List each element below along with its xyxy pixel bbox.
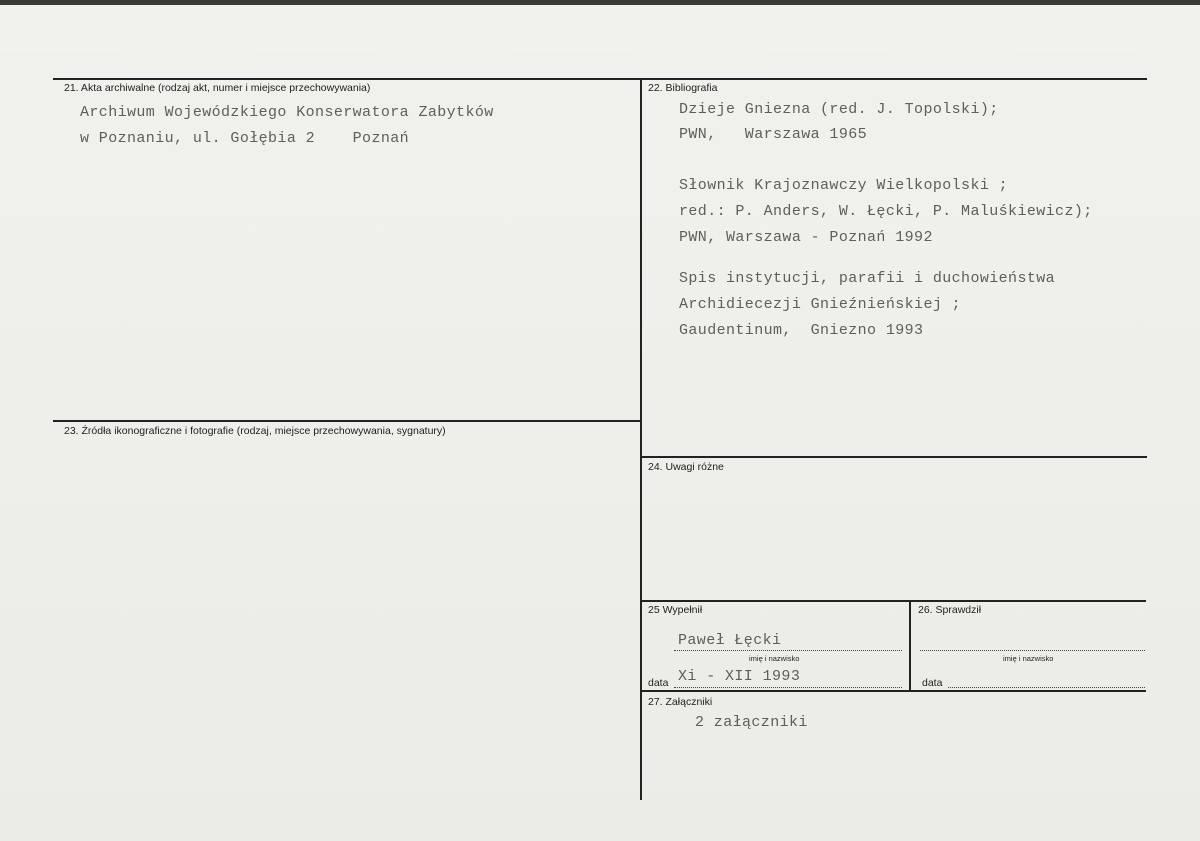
section-23-label: 23. Źródła ikonograficzne i fotografie (rodzaj, miejsce przechowywania, sygnatury) [64,425,446,437]
center-divider-line [640,78,642,800]
bibliography-line-7: Archidiecezji Gnieźnieńskiej ; [679,296,962,313]
right-remarks-line [641,456,1147,458]
top-border-line [53,78,1147,80]
bibliography-line-8: Gaudentinum, Gniezno 1993 [679,322,924,339]
right-signature-line [641,600,1146,602]
filled-by-name-caption: imię i nazwisko [749,654,800,663]
section-27-label: 27. Załączniki [648,696,713,708]
section-21-label: 21. Akta archiwalne (rodzaj akt, numer i miejsce przechowywania) [64,82,371,94]
bibliography-line-1: Dzieje Gniezna (red. J. Topolski); [679,101,999,118]
right-attachments-line [641,690,1146,692]
filled-by-date: Xi - XII 1993 [678,668,801,685]
bibliography-line-6: Spis instytucji, parafii i duchowieństwa [679,270,1056,287]
left-mid-line [53,420,641,422]
bibliography-line-2: PWN, Warszawa 1965 [679,126,868,143]
section-24-label: 24. Uwagi różne [648,461,724,473]
filled-by-name: Paweł Łęcki [678,632,782,649]
filled-by-name-dotted-line [674,650,902,651]
section-22-label: 22. Bibliografia [648,82,718,94]
bibliography-line-3: Słownik Krajoznawczy Wielkopolski ; [679,177,1009,194]
checked-by-name-caption: imię i nazwisko [1003,654,1054,663]
attachments-value: 2 załączniki [695,714,808,731]
filled-by-date-label: data [648,677,669,689]
signature-divider-line [909,600,911,690]
filled-by-date-dotted-line [674,687,902,688]
section-21-line-2: w Poznaniu, ul. Gołębia 2 Poznań [80,130,410,147]
section-26-label: 26. Sprawdził [918,604,982,616]
section-21-line-1: Archiwum Wojewódzkiego Konserwatora Zabytków [80,104,494,121]
card-top-edge [0,0,1200,5]
checked-by-date-dotted-line [948,687,1145,688]
section-25-label: 25 Wypełnił [648,604,703,616]
bibliography-line-4: red.: P. Anders, W. Łęcki, P. Maluśkiewicz); [679,203,1093,220]
checked-by-name-dotted-line [920,650,1145,651]
bibliography-line-5: PWN, Warszawa - Poznań 1992 [679,229,933,246]
checked-by-date-label: data [922,677,943,689]
